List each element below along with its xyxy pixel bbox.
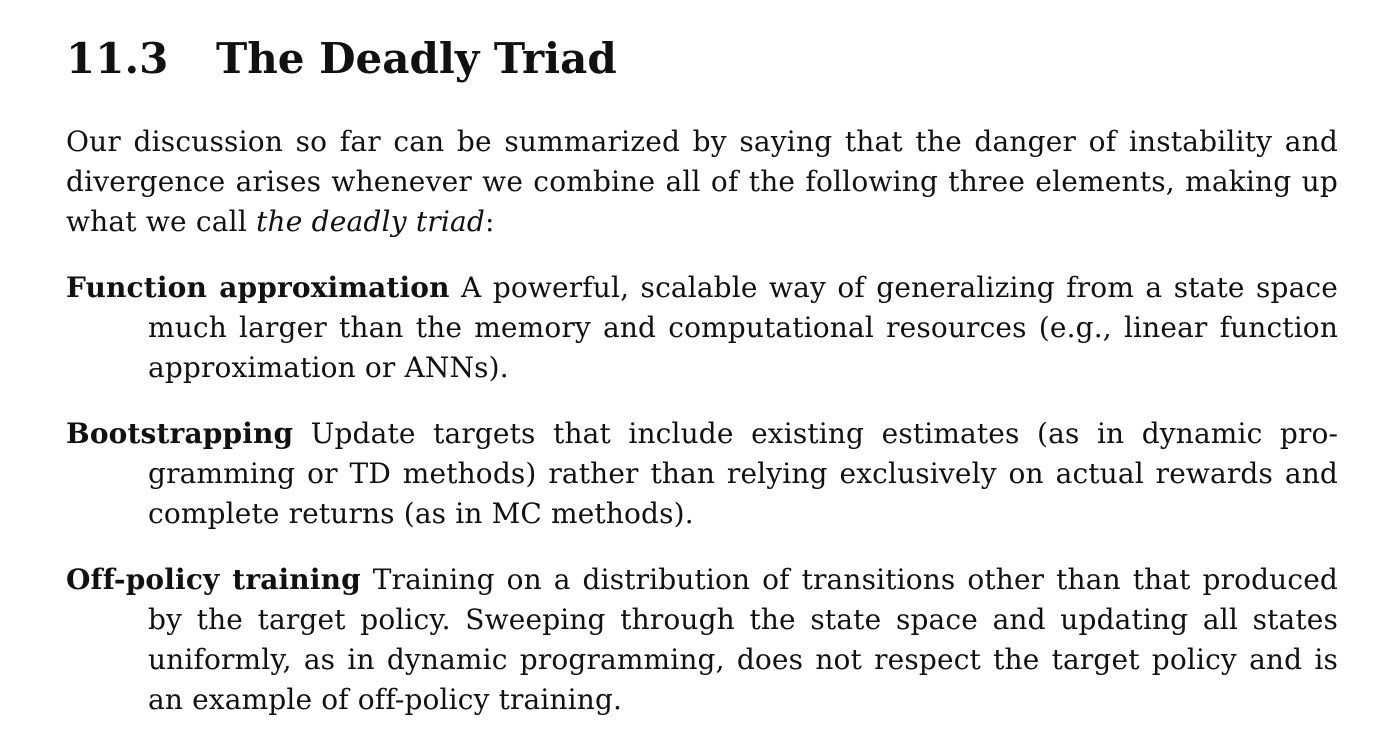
- intro-text: Our discussion so far can be summarized by saying that the danger of instability and divergence arises whenever we combine all of the following three elements, making up what we call: [66, 125, 1338, 238]
- item-term: Function approximation: [66, 271, 450, 304]
- triad-list: [66, 268, 1338, 720]
- item-description: A powerful, scalable way of generalizing from a state space much larger than the memory and computational resources (e.g., linear function approximation or ANNs).: [148, 271, 1338, 384]
- triad-item-off-policy-training: [66, 560, 1338, 720]
- document-page: [66, 30, 1338, 746]
- triad-item-function-approximation: [66, 268, 1338, 388]
- item-term: Off-policy training: [66, 563, 361, 596]
- item-description: Update targets that include existing estimates (as in dynamic programming or TD methods) rather than relying exclusively on actual rewards and complete returns (as in MC methods).: [148, 417, 1338, 530]
- section-number: 11.3: [66, 34, 169, 83]
- item-description: Training on a distribution of transitions other than that produced by the target policy. Sweeping through the state space and updating all states uniformly, as in dynamic programming, does not respect the target policy and is an example of off-policy training.: [148, 563, 1338, 716]
- intro-suffix: :: [485, 205, 495, 238]
- section-title: The Deadly Triad: [216, 34, 617, 83]
- intro-paragraph: [66, 122, 1338, 242]
- intro-emphasis: the deadly triad: [256, 205, 486, 238]
- item-term: Bootstrapping: [66, 417, 294, 450]
- section-heading: [66, 30, 1338, 88]
- triad-item-bootstrapping: [66, 414, 1338, 534]
